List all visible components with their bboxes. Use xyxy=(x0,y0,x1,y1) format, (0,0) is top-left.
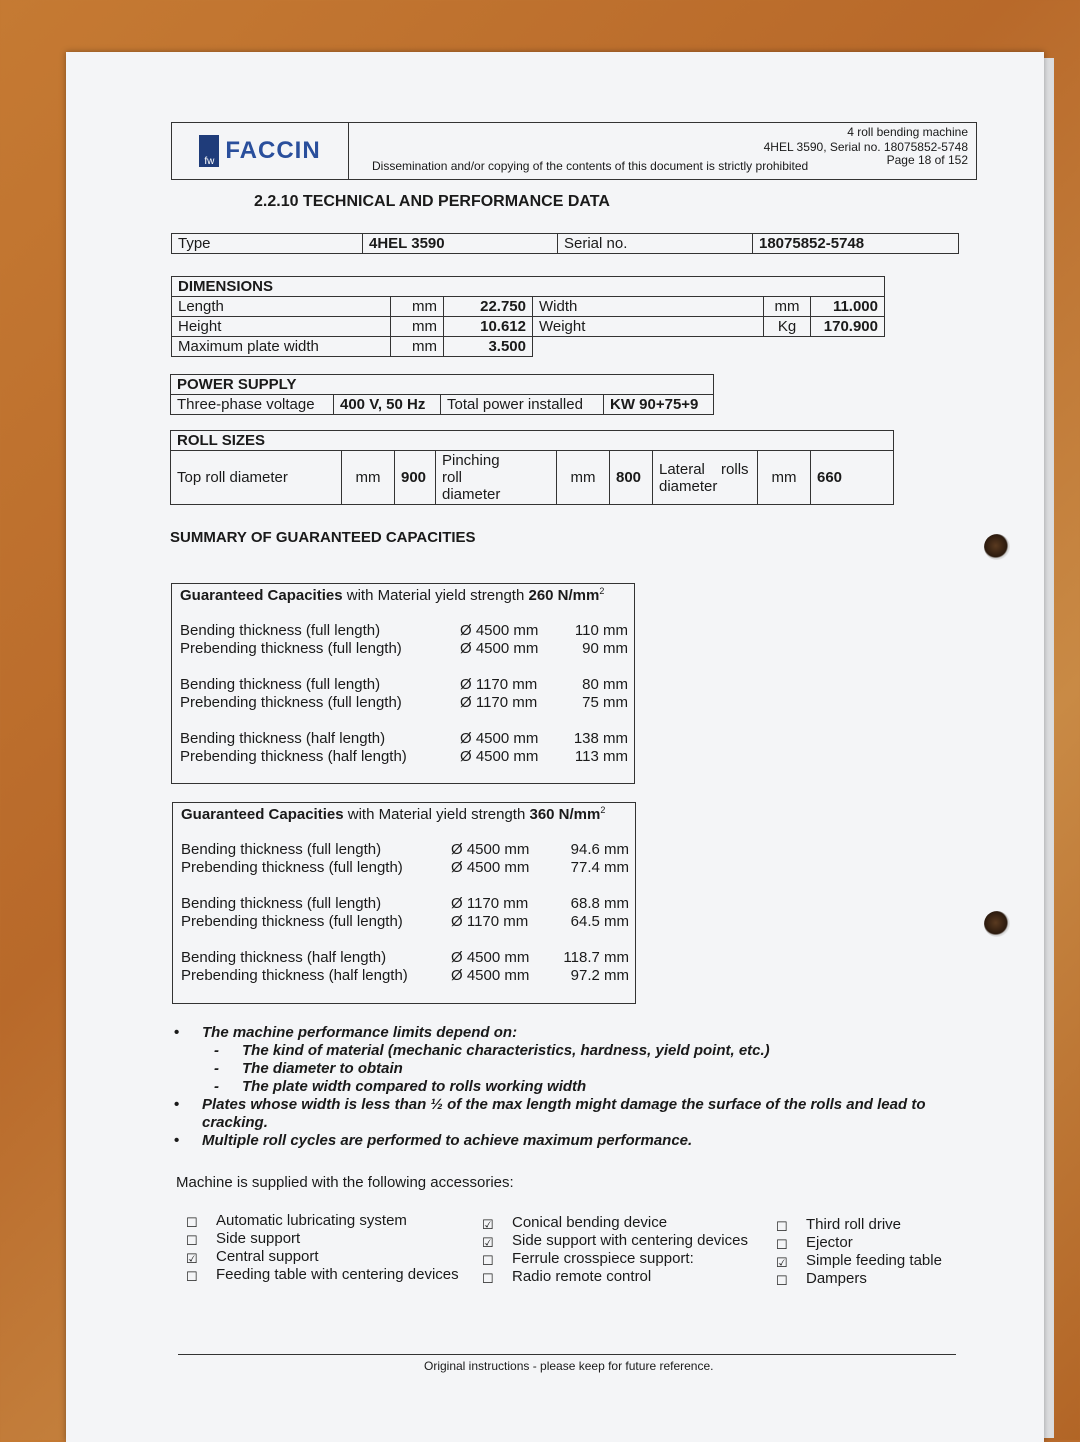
top-roll-label: Top roll diameter xyxy=(171,451,342,505)
note-item xyxy=(174,1096,974,1132)
checkbox-icon: ☑ xyxy=(186,1251,198,1266)
accessory-label: Dampers xyxy=(806,1270,867,1287)
capacity-title-mid: with Material yield strength xyxy=(346,587,525,604)
faccin-logo-mark: fw xyxy=(199,135,219,167)
pinching-roll-value: 800 xyxy=(610,451,653,505)
width-unit: mm xyxy=(764,297,811,317)
capacity-row-value: 75 mm xyxy=(582,694,628,711)
punch-hole xyxy=(984,911,1010,937)
capacity-row-label: Bending thickness (full length) xyxy=(181,841,382,858)
accessories-column xyxy=(186,1212,459,1284)
dimensions-table xyxy=(171,276,885,357)
capacity-title xyxy=(180,586,604,604)
weight-value: 170.900 xyxy=(811,317,885,337)
pinching-roll-label xyxy=(436,451,557,505)
note-text: Plates whose width is less than ½ of the max length might damage the surface of the rolls and lead to cracking. xyxy=(202,1096,926,1131)
power-supply-table xyxy=(170,374,714,415)
accessory-item xyxy=(482,1268,748,1286)
roll-sizes-table xyxy=(170,430,894,505)
accessories-column xyxy=(482,1214,748,1286)
lateral-rolls-value: 660 xyxy=(811,451,894,505)
capacity-row-value: 118.7 mm xyxy=(563,949,629,966)
capacity-row-value: 68.8 mm xyxy=(570,895,629,912)
capacity-row-value: 80 mm xyxy=(582,676,628,693)
document-page xyxy=(66,52,1044,1442)
capacity-row-diameter: Ø 4500 mm xyxy=(460,640,539,657)
capacity-strength-sup: 2 xyxy=(600,805,606,815)
note-subtext: The diameter to obtain xyxy=(242,1060,403,1077)
weight-unit: Kg xyxy=(764,317,811,337)
accessory-item xyxy=(776,1270,942,1288)
capacity-row-diameter: Ø 4500 mm xyxy=(451,967,530,984)
capacity-row-label: Prebending thickness (full length) xyxy=(180,640,402,657)
accessory-item xyxy=(776,1234,942,1252)
bullet-icon: • xyxy=(174,1096,180,1113)
type-label: Type xyxy=(172,234,363,254)
bullet-icon: • xyxy=(174,1024,180,1041)
accessory-label: Third roll drive xyxy=(806,1216,902,1233)
capacity-title-mid: with Material yield strength xyxy=(347,806,526,823)
accessory-item xyxy=(482,1250,748,1268)
header-info xyxy=(764,125,968,155)
checkbox-icon: ☐ xyxy=(186,1215,198,1230)
model-serial: 4HEL 3590, Serial no. 18075852-5748 xyxy=(763,140,968,154)
length-unit: mm xyxy=(391,297,444,317)
capacity-row-label: Bending thickness (full length) xyxy=(181,895,382,912)
capacity-row-diameter: Ø 1170 mm xyxy=(460,694,538,711)
capacity-row-value: 77.4 mm xyxy=(570,859,629,876)
type-value: 4HEL 3590 xyxy=(363,234,558,254)
note-subtext: The kind of material (mechanic characteristics, hardness, yield point, etc.) xyxy=(242,1042,770,1059)
checkbox-icon: ☐ xyxy=(186,1269,198,1284)
capacity-row-diameter: Ø 4500 mm xyxy=(451,859,530,876)
section-title: 2.2.10 TECHNICAL AND PERFORMANCE DATA xyxy=(254,193,610,210)
note-subitem xyxy=(174,1078,974,1096)
capacity-row-label: Bending thickness (half length) xyxy=(180,730,386,747)
accessories-column xyxy=(776,1216,942,1288)
capacity-box-260 xyxy=(171,583,635,784)
accessory-item xyxy=(186,1266,459,1284)
roll-sizes-title: ROLL SIZES xyxy=(171,431,894,451)
checkbox-icon: ☐ xyxy=(186,1233,198,1248)
accessory-label: Simple feeding table xyxy=(806,1252,942,1269)
capacity-row-diameter: Ø 4500 mm xyxy=(451,949,530,966)
pinching-roll-label-line2: diameter xyxy=(442,486,501,503)
accessory-item xyxy=(776,1216,942,1234)
note-subtext: The plate width compared to rolls working width xyxy=(242,1078,587,1095)
plate-width-unit: mm xyxy=(391,337,444,357)
height-unit: mm xyxy=(391,317,444,337)
accessory-label: Radio remote control xyxy=(512,1268,652,1285)
plate-width-label: Maximum plate width xyxy=(172,337,391,357)
punch-hole xyxy=(984,534,1010,560)
checkbox-icon: ☐ xyxy=(776,1237,788,1252)
note-text: The machine performance limits depend on: xyxy=(202,1024,518,1041)
capacity-row-value: 138 mm xyxy=(573,730,628,747)
dash-icon: - xyxy=(214,1060,219,1077)
capacity-row-value: 97.2 mm xyxy=(570,967,629,984)
accessory-item xyxy=(186,1212,459,1230)
capacity-row-label: Bending thickness (half length) xyxy=(181,949,387,966)
capacity-row-label: Bending thickness (full length) xyxy=(180,676,381,693)
capacity-row-value: 90 mm xyxy=(582,640,628,657)
lateral-rolls-label-line2: diameter xyxy=(659,477,718,495)
capacity-row-label: Prebending thickness (half length) xyxy=(181,967,408,984)
capacity-title-bold: Guaranteed Capacities xyxy=(180,587,343,604)
plate-width-value: 3.500 xyxy=(444,337,533,357)
footer-text: Original instructions - please keep for future reference. xyxy=(424,1359,714,1373)
pinching-roll-unit: mm xyxy=(557,451,610,505)
accessory-item xyxy=(186,1248,459,1266)
dissemination-notice: Dissemination and/or copying of the contents of this document is strictly prohibited xyxy=(372,159,809,173)
voltage-label: Three-phase voltage xyxy=(171,395,334,415)
checkbox-icon: ☑ xyxy=(776,1255,788,1270)
capacity-title-bold: Guaranteed Capacities xyxy=(181,806,344,823)
accessory-label: Ferrule crosspiece support: xyxy=(512,1250,694,1267)
capacity-row-diameter: Ø 1170 mm xyxy=(451,913,529,930)
capacity-row-label: Prebending thickness (full length) xyxy=(180,694,402,711)
accessory-label: Feeding table with centering devices xyxy=(216,1266,459,1283)
note-subitem xyxy=(174,1042,974,1060)
width-label: Width xyxy=(533,297,764,317)
bullet-icon: • xyxy=(174,1132,180,1149)
capacity-row-value: 94.6 mm xyxy=(570,841,629,858)
capacity-row-label: Prebending thickness (full length) xyxy=(181,913,403,930)
checkbox-icon: ☑ xyxy=(482,1217,494,1232)
height-label: Height xyxy=(172,317,391,337)
dash-icon: - xyxy=(214,1042,219,1059)
accessory-label: Conical bending device xyxy=(512,1214,668,1231)
dimensions-title: DIMENSIONS xyxy=(172,277,885,297)
accessory-label: Side support xyxy=(216,1230,301,1247)
capacity-row-diameter: Ø 4500 mm xyxy=(460,748,539,765)
serial-value: 18075852-5748 xyxy=(753,234,959,254)
capacity-title xyxy=(181,805,605,823)
pinching-roll-label-line1: Pinching roll xyxy=(442,452,500,486)
faccin-logo xyxy=(172,123,349,179)
lateral-rolls-label xyxy=(653,451,758,505)
width-value: 11.000 xyxy=(811,297,885,317)
checkbox-icon: ☑ xyxy=(482,1235,494,1250)
weight-label: Weight xyxy=(533,317,764,337)
capacity-row-value: 113 mm xyxy=(574,748,628,765)
summary-title: SUMMARY OF GUARANTEED CAPACITIES xyxy=(170,529,476,546)
accessory-label: Side support with centering devices xyxy=(512,1232,748,1249)
accessory-item xyxy=(186,1230,459,1248)
capacity-row-diameter: Ø 1170 mm xyxy=(451,895,529,912)
capacity-row-diameter: Ø 4500 mm xyxy=(460,622,539,639)
footer-divider xyxy=(178,1354,956,1355)
faccin-logo-text: FACCIN xyxy=(225,137,321,164)
checkbox-icon: ☐ xyxy=(776,1273,788,1288)
lateral-rolls-label-line1: Lateral rolls xyxy=(659,460,749,478)
capacity-row-value: 64.5 mm xyxy=(570,913,629,930)
capacity-row-label: Prebending thickness (full length) xyxy=(181,859,403,876)
lateral-rolls-unit: mm xyxy=(758,451,811,505)
top-roll-value: 900 xyxy=(395,451,436,505)
capacity-strength: 360 N/mm xyxy=(529,806,601,823)
accessory-item xyxy=(482,1232,748,1250)
checkbox-icon: ☐ xyxy=(776,1219,788,1234)
type-table xyxy=(171,233,959,254)
length-label: Length xyxy=(172,297,391,317)
capacity-row-diameter: Ø 4500 mm xyxy=(460,730,539,747)
height-value: 10.612 xyxy=(444,317,533,337)
machine-name: 4 roll bending machine xyxy=(847,125,968,139)
accessory-label: Automatic lubricating system xyxy=(216,1212,407,1229)
accessory-item xyxy=(776,1252,942,1270)
note-subitem xyxy=(174,1060,974,1078)
capacity-row-value: 110 mm xyxy=(574,622,628,639)
page-number: Page 18 of 152 xyxy=(886,153,968,167)
accessory-label: Ejector xyxy=(806,1234,853,1251)
capacity-strength: 260 N/mm xyxy=(528,587,600,604)
checkbox-icon: ☐ xyxy=(482,1253,494,1268)
serial-label: Serial no. xyxy=(558,234,753,254)
capacity-box-360 xyxy=(172,802,636,1004)
document-header xyxy=(171,122,977,180)
note-item xyxy=(174,1132,974,1150)
accessory-item xyxy=(482,1214,748,1232)
power-supply-title: POWER SUPPLY xyxy=(171,375,714,395)
checkbox-icon: ☐ xyxy=(482,1271,494,1286)
top-roll-unit: mm xyxy=(342,451,395,505)
capacity-strength-sup: 2 xyxy=(599,586,605,596)
capacity-row-label: Prebending thickness (half length) xyxy=(180,748,407,765)
capacity-row-diameter: Ø 4500 mm xyxy=(451,841,530,858)
total-power-value: KW 90+75+9 xyxy=(604,395,714,415)
dash-icon: - xyxy=(214,1078,219,1095)
voltage-value: 400 V, 50 Hz xyxy=(334,395,441,415)
accessories-title: Machine is supplied with the following accessories: xyxy=(176,1174,514,1191)
length-value: 22.750 xyxy=(444,297,533,317)
note-item xyxy=(174,1024,974,1042)
total-power-label: Total power installed xyxy=(441,395,604,415)
capacity-row-label: Bending thickness (full length) xyxy=(180,622,381,639)
note-text: Multiple roll cycles are performed to achieve maximum performance. xyxy=(202,1132,693,1149)
capacity-row-diameter: Ø 1170 mm xyxy=(460,676,538,693)
performance-notes xyxy=(174,1024,974,1150)
accessory-label: Central support xyxy=(216,1248,319,1265)
